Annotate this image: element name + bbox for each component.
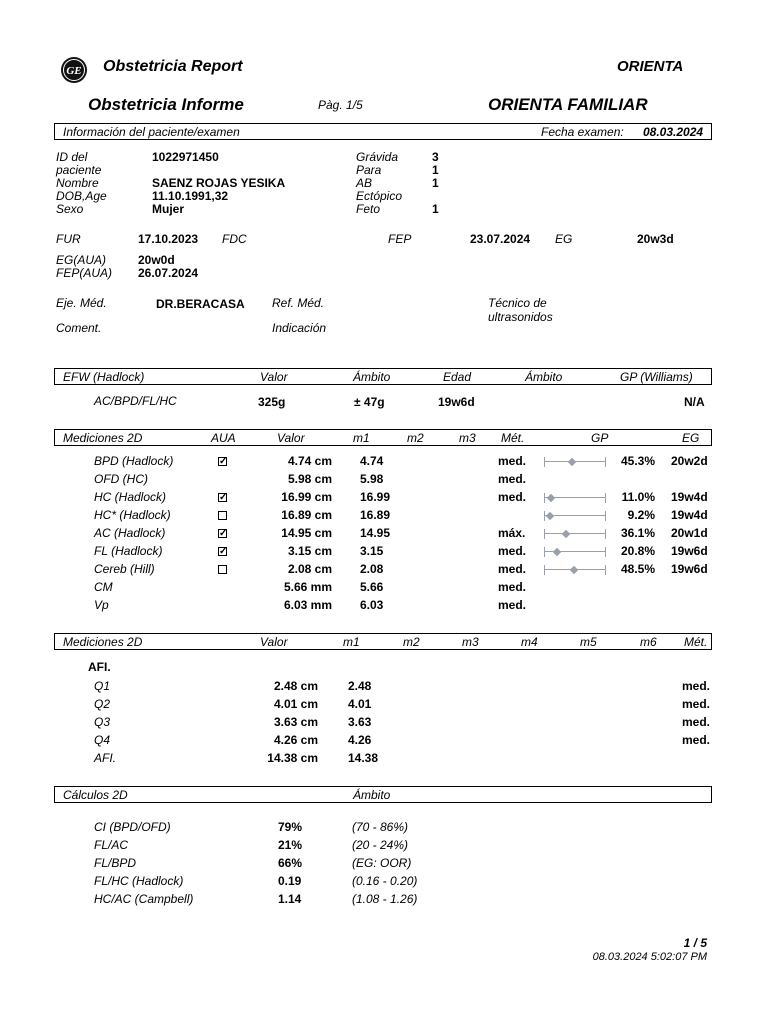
- name-value: SAENZ ROJAS YESIKA: [152, 176, 286, 190]
- afi-row-valor: 2.48 cm: [273, 679, 318, 693]
- calc-row-ambito: (70 - 86%): [352, 820, 409, 834]
- ab-label: AB: [356, 176, 373, 190]
- calc-row-valor: 1.14: [278, 892, 302, 906]
- med2d-row-m1: 2.08: [360, 562, 384, 576]
- med2d-row-eg: 19w6d: [671, 544, 708, 558]
- med2d-row-eg: 19w6d: [671, 562, 708, 576]
- med2d-row-met: med.: [498, 490, 527, 504]
- svg-text:GE: GE: [66, 65, 82, 77]
- med2d-row-m1: 3.15: [360, 544, 384, 558]
- gp-marker: [570, 566, 578, 574]
- calc-row-label: HC/AC (Campbell): [94, 892, 194, 906]
- med2d-row-label: Vp: [94, 598, 109, 612]
- eg-aua-value: 20w0d: [138, 253, 175, 267]
- med2d-header: [54, 429, 712, 446]
- med2d-row-valor: 5.66 mm: [283, 580, 332, 594]
- gp-range-bar: [544, 564, 606, 576]
- med2d-row-gp: 9.2%: [627, 508, 655, 522]
- fep-aua-label: FEP(AUA): [56, 266, 113, 280]
- med2d-row-met: med.: [498, 580, 527, 594]
- report-title: Obstetricia Informe: [88, 95, 244, 114]
- calc-row-label: CI (BPD/OFD): [94, 820, 171, 834]
- med2d-row-met: máx.: [498, 526, 526, 540]
- para-value: 1: [432, 163, 439, 177]
- afi-header-m5: m5: [580, 635, 597, 649]
- efw-header-valor: Valor: [260, 370, 288, 384]
- calc-row-valor: 79%: [278, 820, 303, 834]
- med2d-row-valor: 16.99 cm: [281, 490, 332, 504]
- eje-label: Eje. Méd.: [56, 296, 107, 310]
- med2d-row-gp: 45.3%: [620, 454, 655, 468]
- med2d-row-label: HC* (Hadlock): [94, 508, 171, 522]
- para-label: Para: [356, 163, 382, 177]
- med2d-row-valor: 16.89 cm: [281, 508, 332, 522]
- eg-value: 20w3d: [637, 232, 674, 246]
- med2d-row-m1: 14.95: [360, 526, 391, 540]
- afi-row-met: med.: [682, 715, 711, 729]
- brand-site: ORIENTA: [617, 58, 684, 75]
- med2d-row-valor: 14.95 cm: [281, 526, 332, 540]
- id-label-2: paciente: [56, 163, 102, 177]
- name-label: Nombre: [56, 176, 99, 190]
- id-value: 1022971450: [152, 150, 219, 164]
- afi-header-m6: m6: [640, 635, 657, 649]
- med2d-row-met: med.: [498, 544, 527, 558]
- tecnico-label: Técnico de: [488, 296, 547, 310]
- gp-range-bar: [544, 546, 606, 558]
- afi-header-valor: Valor: [260, 635, 288, 649]
- calc-row-valor: 21%: [278, 838, 303, 852]
- afi-row-m1: 4.26: [348, 733, 372, 747]
- med2d-header-valor: Valor: [277, 431, 305, 445]
- efw-ambito: ± 47g: [354, 395, 385, 409]
- afi-header: [54, 633, 712, 650]
- med2d-row-eg: 19w4d: [671, 490, 708, 504]
- afi-row-label: Q3: [94, 715, 111, 729]
- med2d-header-m3: m3: [459, 431, 476, 445]
- calc-row-label: FL/HC (Hadlock): [94, 874, 184, 888]
- efw-header-ambito-2: Ámbito: [525, 370, 563, 384]
- exam-date-value: 08.03.2024: [643, 125, 704, 139]
- med2d-row-m1: 16.89: [360, 508, 391, 522]
- gp-range-bar: [544, 492, 606, 504]
- med2d-header-m1: m1: [353, 431, 370, 445]
- med2d-row-met: med.: [498, 454, 527, 468]
- calc-row-ambito: (1.08 - 1.26): [352, 892, 418, 906]
- afi-row-label: AFI.: [94, 751, 117, 765]
- med2d-header-aua: AUA: [211, 431, 236, 445]
- afi-header-m4: m4: [521, 635, 538, 649]
- med2d-row-gp: 20.8%: [620, 544, 655, 558]
- aua-checkbox: ✓: [219, 528, 228, 539]
- med2d-row-m1: 4.74: [360, 454, 384, 468]
- fur-label: FUR: [56, 232, 81, 246]
- calc-row-label: FL/AC: [94, 838, 129, 852]
- gp-marker: [545, 512, 553, 520]
- calc-row-ambito: (EG: OOR): [352, 856, 412, 870]
- med2d-row-eg: 19w4d: [671, 508, 708, 522]
- afi-row-valor: 14.38 cm: [267, 751, 318, 765]
- page-indicator: Pàg. 1/5: [318, 98, 363, 112]
- afi-row-m1: 14.38: [348, 751, 379, 765]
- coment-label: Coment.: [56, 321, 102, 335]
- aua-checkbox: ✓: [219, 456, 228, 467]
- gp-marker: [568, 458, 576, 466]
- med2d-header-m2: m2: [407, 431, 424, 445]
- med2d-row-eg: 20w1d: [671, 526, 708, 540]
- gp-marker: [562, 530, 570, 538]
- afi-row-valor: 3.63 cm: [273, 715, 318, 729]
- gravida-value: 3: [432, 150, 439, 164]
- med2d-row-valor: 4.74 cm: [287, 454, 332, 468]
- gp-marker: [547, 494, 555, 502]
- gp-marker: [553, 548, 561, 556]
- tecnico-label-2: ultrasonidos: [488, 310, 553, 324]
- calc-header-title: Cálculos 2D: [63, 788, 128, 802]
- id-label: ID del: [56, 150, 88, 164]
- ab-value: 1: [432, 176, 439, 190]
- afi-row-met: med.: [682, 733, 711, 747]
- patient-info-header: [54, 123, 712, 140]
- gp-range-bar: [544, 456, 606, 468]
- med2d-row-gp: 36.1%: [620, 526, 655, 540]
- efw-gp: N/A: [684, 395, 705, 409]
- gp-range-bar: [544, 510, 606, 522]
- sex-label: Sexo: [56, 202, 84, 216]
- afi-header-m1: m1: [343, 635, 360, 649]
- efw-edad: 19w6d: [438, 395, 475, 409]
- efw-header: [54, 368, 712, 385]
- calc-header-ambito: Ámbito: [353, 788, 391, 802]
- med2d-header-gp: GP: [591, 431, 609, 445]
- med2d-row-valor: 5.98 cm: [287, 472, 332, 486]
- med2d-row-valor: 6.03 mm: [283, 598, 332, 612]
- med2d-row-label: Cereb (Hill): [94, 562, 155, 576]
- gravida-label: Grávida: [356, 150, 399, 164]
- aua-checkbox: [218, 565, 227, 574]
- med2d-row-m1: 6.03: [360, 598, 384, 612]
- ge-logo: [60, 56, 88, 84]
- exam-date-label: Fecha examen:: [541, 125, 624, 139]
- med2d-row-label: HC (Hadlock): [94, 490, 167, 504]
- efw-header-title: EFW (Hadlock): [63, 370, 145, 384]
- efw-header-gp: GP (Williams): [620, 370, 693, 384]
- clinic-name: ORIENTA FAMILIAR: [488, 95, 648, 114]
- afi-title: AFI.: [88, 660, 111, 674]
- eje-value: DR.BERACASA: [156, 297, 245, 311]
- feto-value: 1: [432, 202, 439, 216]
- efw-label: AC/BPD/FL/HC: [94, 394, 177, 408]
- fep-value: 23.07.2024: [470, 232, 531, 246]
- afi-header-met: Mét.: [684, 635, 708, 649]
- med2d-header-title: Mediciones 2D: [63, 431, 143, 445]
- med2d-row-label: CM: [94, 580, 113, 594]
- med2d-row-m1: 5.66: [360, 580, 384, 594]
- afi-row-m1: 3.63: [348, 715, 372, 729]
- fep-label: FEP: [388, 232, 412, 246]
- med2d-row-valor: 2.08 cm: [287, 562, 332, 576]
- ectopico-label: Ectópico: [356, 189, 403, 203]
- med2d-row-label: OFD (HC): [94, 472, 148, 486]
- med2d-row-label: AC (Hadlock): [94, 526, 166, 540]
- efw-header-ambito: Ámbito: [353, 370, 391, 384]
- med2d-row-valor: 3.15 cm: [287, 544, 332, 558]
- feto-label: Feto: [356, 202, 381, 216]
- aua-checkbox: ✓: [219, 546, 228, 557]
- med2d-header-eg: EG: [682, 431, 700, 445]
- med2d-row-met: med.: [498, 562, 527, 576]
- aua-checkbox: [218, 511, 227, 520]
- calc-row-ambito: (20 - 24%): [352, 838, 409, 852]
- eg-aua-label: EG(AUA): [56, 253, 107, 267]
- afi-row-label: Q2: [94, 697, 111, 711]
- med2d-row-m1: 16.99: [360, 490, 391, 504]
- med2d-row-gp: 11.0%: [621, 490, 655, 504]
- afi-header-m3: m3: [462, 635, 479, 649]
- afi-row-label: Q1: [94, 679, 111, 693]
- fur-value: 17.10.2023: [138, 232, 199, 246]
- med2d-row-met: med.: [498, 472, 527, 486]
- calc-row-valor: 66%: [278, 856, 303, 870]
- afi-row-m1: 4.01: [348, 697, 372, 711]
- med2d-row-eg: 20w2d: [671, 454, 708, 468]
- sex-value: Mujer: [152, 202, 185, 216]
- gp-range-bar: [544, 528, 606, 540]
- efw-valor: 325g: [258, 395, 286, 409]
- brand-title: Obstetricia Report: [103, 58, 243, 75]
- dob-value: 11.10.1991,32: [152, 189, 229, 203]
- dob-label: DOB,Age: [56, 189, 107, 203]
- footer-page: 1 / 5: [683, 936, 707, 950]
- afi-row-valor: 4.01 cm: [273, 697, 318, 711]
- calc-row-ambito: (0.16 - 0.20): [352, 874, 418, 888]
- eg-label: EG: [555, 232, 573, 246]
- med2d-row-gp: 48.5%: [620, 562, 655, 576]
- aua-checkbox: ✓: [219, 492, 228, 503]
- afi-row-valor: 4.26 cm: [273, 733, 318, 747]
- afi-row-met: med.: [682, 679, 711, 693]
- fdc-label: FDC: [222, 232, 247, 246]
- footer-datetime: 08.03.2024 5:02:07 PM: [592, 951, 707, 963]
- afi-row-met: med.: [682, 697, 711, 711]
- med2d-row-label: BPD (Hadlock): [94, 454, 174, 468]
- afi-header-title: Mediciones 2D: [63, 635, 143, 649]
- med2d-row-m1: 5.98: [360, 472, 384, 486]
- fep-aua-value: 26.07.2024: [138, 266, 199, 280]
- ref-label: Ref. Méd.: [272, 296, 325, 310]
- patient-info-label: Información del paciente/examen: [63, 125, 240, 139]
- calc-row-valor: 0.19: [278, 874, 302, 888]
- med2d-row-label: FL (Hadlock): [94, 544, 163, 558]
- afi-header-m2: m2: [403, 635, 420, 649]
- calc-row-label: FL/BPD: [94, 856, 137, 870]
- med2d-row-met: med.: [498, 598, 527, 612]
- med2d-header-met: Mét.: [501, 431, 525, 445]
- indicacion-label: Indicación: [272, 321, 327, 335]
- afi-row-m1: 2.48: [348, 679, 372, 693]
- afi-row-label: Q4: [94, 733, 111, 747]
- calc-header: [54, 786, 712, 803]
- efw-header-edad: Edad: [443, 370, 472, 384]
